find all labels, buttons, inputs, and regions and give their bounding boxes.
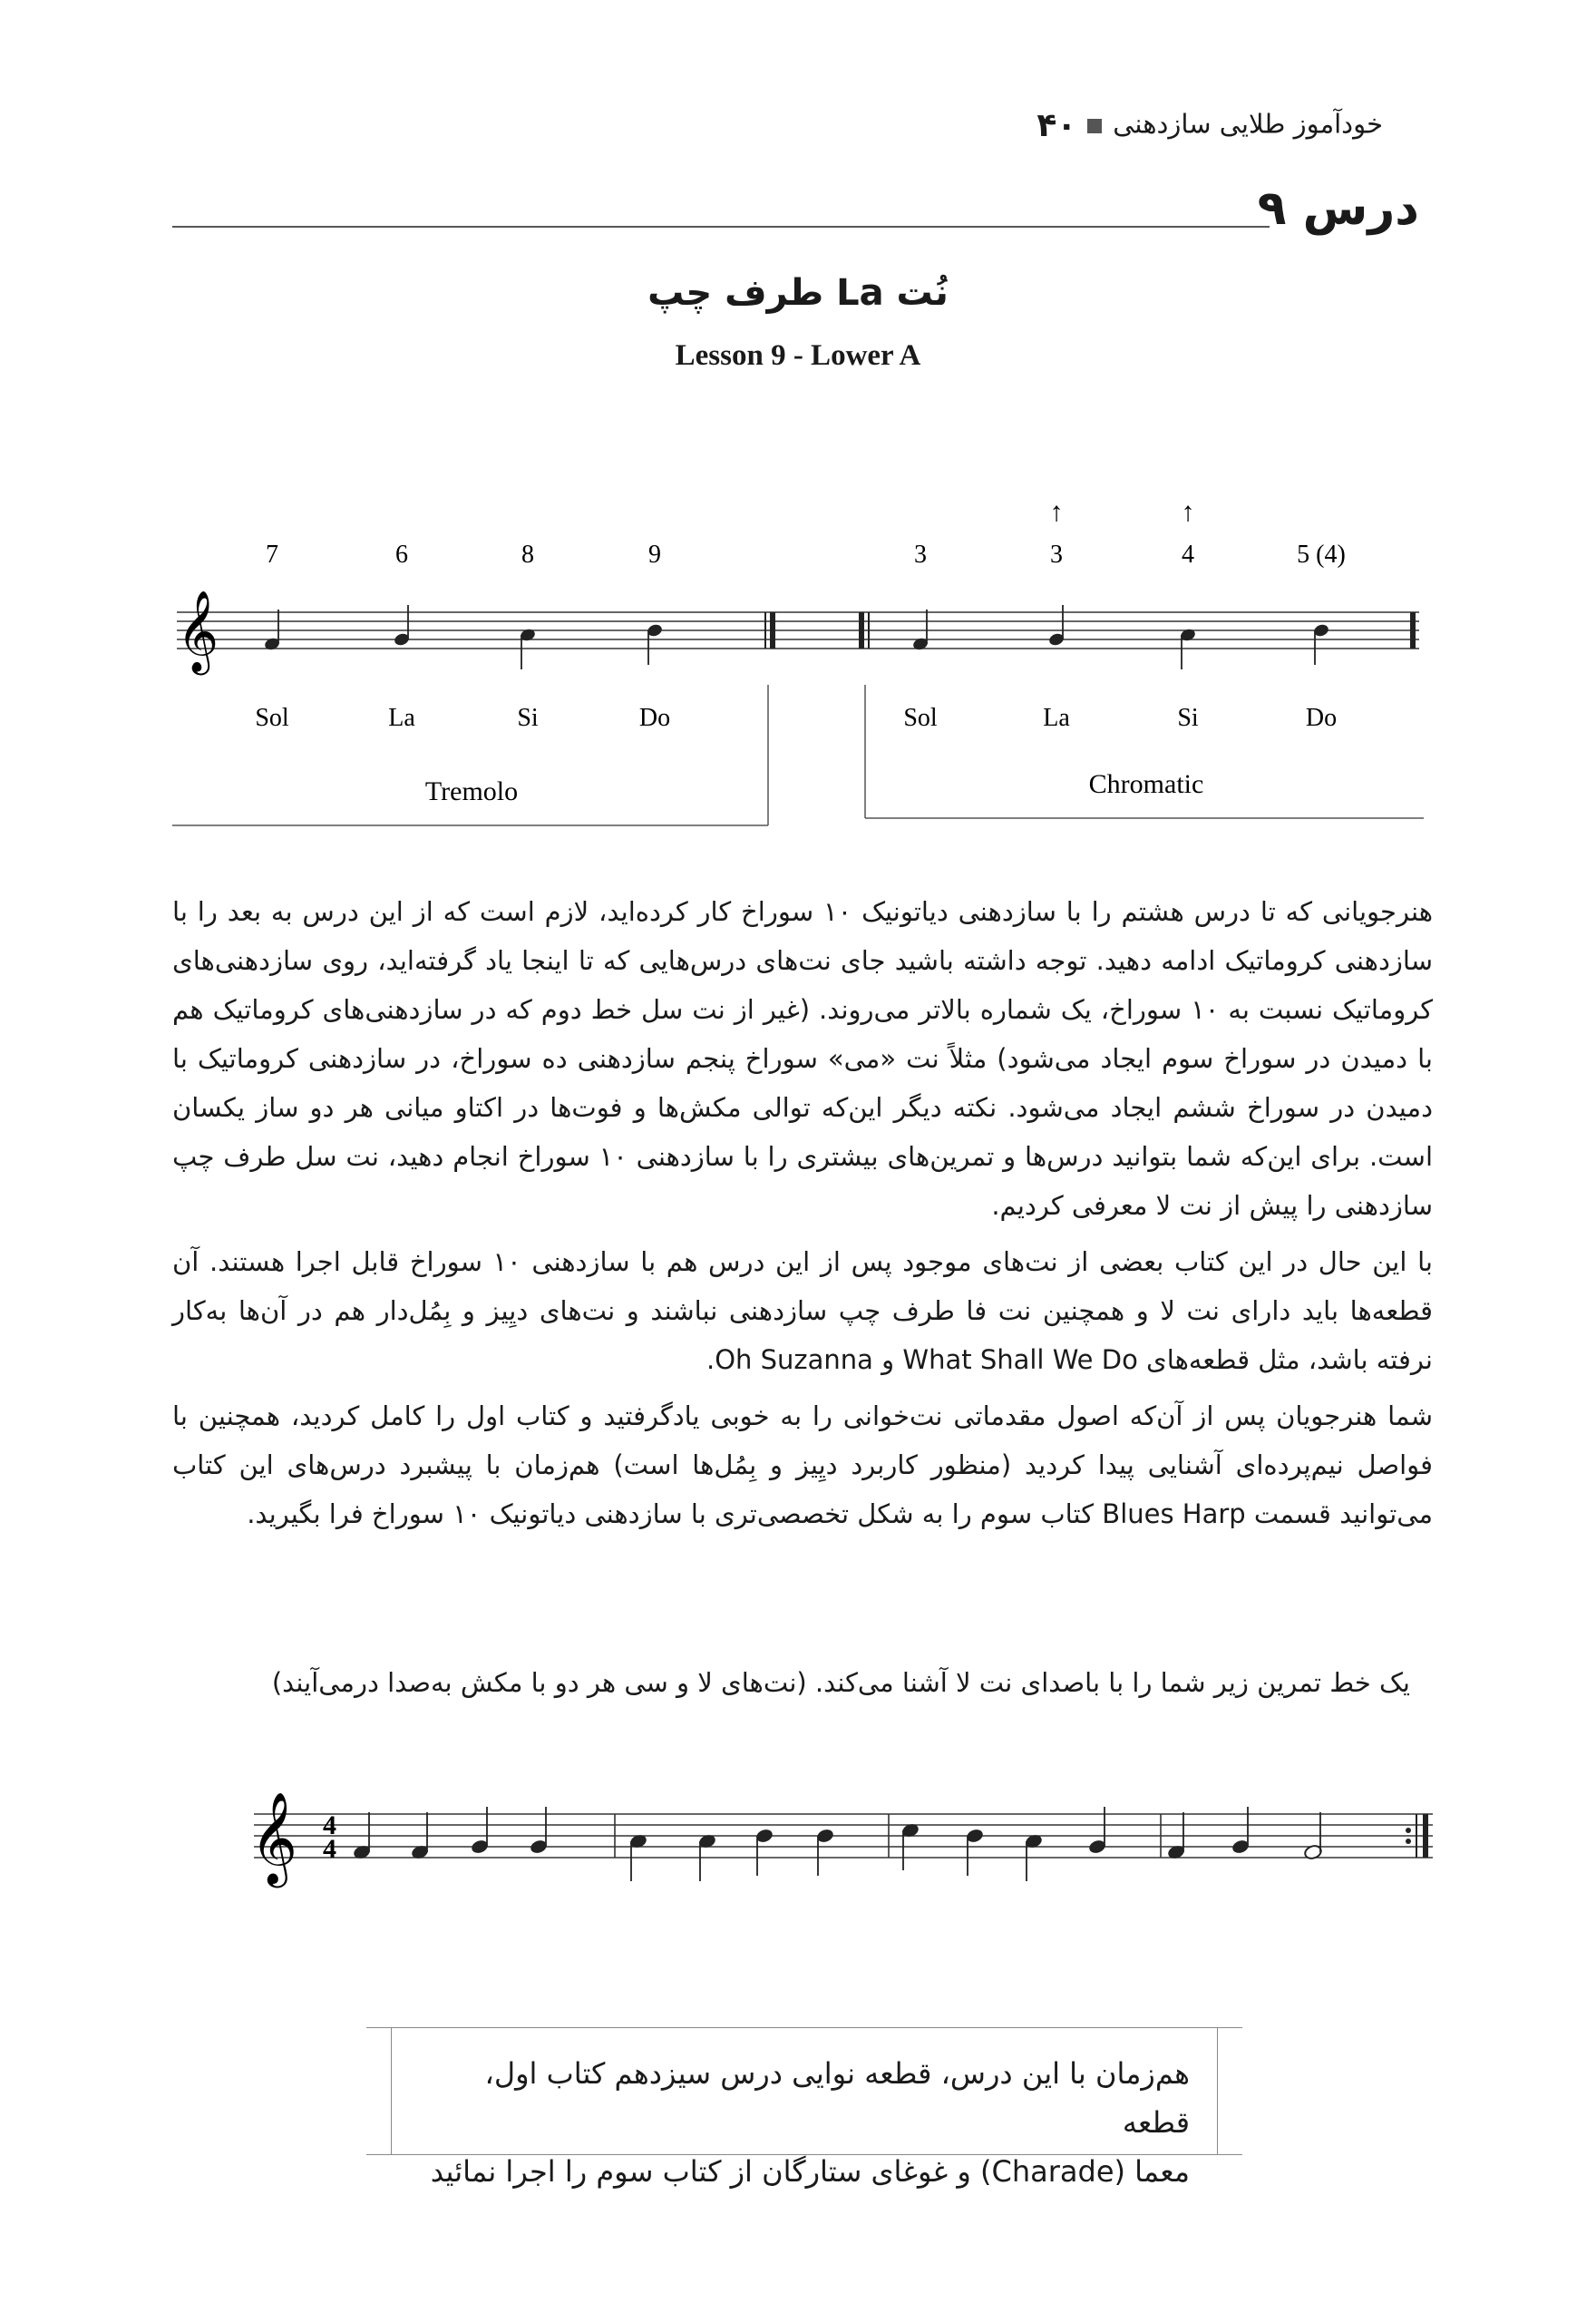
tremolo-notes <box>255 541 670 732</box>
hole-number: 7 <box>266 541 278 569</box>
book-title: خودآموز طلایی سازدهنی <box>1113 108 1383 140</box>
note-box-line: هم‌زمان با این درس، قطعه نوایی درس سیزدهم کتاب اول، قطعه <box>484 2056 1190 2140</box>
hole-number: 4 <box>1182 541 1194 569</box>
tremolo-label: Tremolo <box>424 776 519 806</box>
note-name: Si <box>517 704 539 732</box>
lesson-heading: درس ۹ <box>1257 181 1419 236</box>
paragraph: با این حال در این کتاب بعضی از نت‌های موجود پس از این درس هم با سازدهنی ۱۰ سوراخ قابل اجرا هستند. آن قطعه‌ها باید دارای نت لا و همچنین نت فا طرف چپ سازدهنی نباشند و نت‌های دیِیز و بِمُل‌دار هم در آن‌ها به‌کار نرفته باشد، مثل قطعه‌های What Shall We Do و Oh Suzanna. <box>172 1246 1433 1375</box>
chart-note <box>255 541 289 732</box>
staff-lines <box>177 612 1419 649</box>
page-number: ۴۰ <box>1036 107 1077 144</box>
treble-clef-icon: 𝄞 <box>177 591 219 670</box>
chart-note <box>388 541 415 732</box>
exercise-note <box>754 1828 774 1876</box>
running-head <box>1036 107 1383 144</box>
chart-note <box>639 541 670 732</box>
exercise-note <box>965 1828 984 1876</box>
treble-clef-icon: 𝄞 <box>250 1795 298 1883</box>
draw-arrow-icon: ↑ <box>1181 497 1195 527</box>
note-name: La <box>388 704 415 732</box>
note-name: La <box>1043 704 1070 732</box>
square-bullet-icon <box>1087 119 1102 133</box>
hole-number: 6 <box>395 541 408 569</box>
heading-rule <box>172 226 1270 228</box>
chart-note <box>1043 497 1070 732</box>
hole-number: 8 <box>521 541 534 569</box>
time-signature-top: 4 <box>323 1810 336 1840</box>
staff-lines <box>254 1814 1433 1858</box>
chart-note <box>517 541 539 732</box>
note-name: Do <box>1305 704 1338 732</box>
chart-note <box>1177 497 1199 732</box>
exercise-note <box>815 1828 834 1876</box>
note-name: Sol <box>255 704 289 732</box>
note-name: Si <box>1177 704 1199 732</box>
time-signature-bottom: 4 <box>323 1834 336 1864</box>
note-box-line: معما (Charade) و غوغای ستارگان از کتاب سوم را اجرا نمائید <box>430 2154 1190 2189</box>
hole-number: 3 <box>914 541 927 569</box>
body-text <box>172 887 1433 1546</box>
lesson-title-fa: نُت La طرف چپ <box>647 272 949 314</box>
exercise-staff <box>245 1778 1442 1941</box>
chart-note <box>903 541 938 732</box>
paragraph: شما هنرجویان پس از آن‌که اصول مقدماتی نت‌خوانی را به خوبی یادگرفتید و کتاب اول را کامل کردید، همچنین با فواصل نیم‌پرده‌ای آشنایی پیدا کردید (منظور کاربرد دیِیز و بِمُل‌ها است) هم‌زمان با پیشبرد درس‌های این کتاب می‌توانید قسمت Blues Harp کتاب سوم را به شکل تخصصی‌تری با سازدهنی دیاتونیک ۱۰ سوراخ فرا بگیرید. <box>172 1400 1433 1529</box>
lesson-title-en: Lesson 9 - Lower A <box>675 339 921 372</box>
note-name: Sol <box>903 704 938 732</box>
hole-number: 5 (4) <box>1297 541 1346 569</box>
chart-note <box>1297 541 1346 732</box>
chromatic-label: Chromatic <box>1088 769 1204 799</box>
hole-number: 9 <box>648 541 661 569</box>
note-chart-staff <box>163 490 1442 834</box>
paragraph: هنرجویانی که تا درس هشتم را با سازدهنی دیاتونیک ۱۰ سوراخ کار کرده‌اید، لازم است که از این درس به بعد را با سازدهنی کروماتیک ادامه دهید. توجه داشته باشید جای نت‌های درس‌هایی که تا اینجا یاد گرفته‌اید، روی سازدهنی‌های کروماتیک نسبت به ۱۰ سوراخ، یک شماره بالاتر می‌روند. (غیر از نت سل خط دوم که در سازدهنی‌های کروماتیک هم با دمیدن در سوراخ سوم ایجاد می‌شود) مثلاً نت «می» سوراخ پنجم سازدهنی ده سوراخ، در سازدهنی کروماتیک با دمیدن در سوراخ ششم ایجاد می‌شود. نکته دیگر این‌که توالی مکش‌ها و فوت‌ها در اکتاو میانی هر دو ساز یکسان است. برای این‌که شما بتوانید درس‌ها و تمرین‌های بیشتری را با سازدهنی ۱۰ سوراخ انجام دهید، نت سل طرف چپ سازدهنی را پیش از نت لا معرفی کردیم. <box>172 896 1434 1221</box>
repeat-dot <box>1406 1839 1411 1844</box>
draw-arrow-icon: ↑ <box>1049 497 1064 527</box>
hole-number: 3 <box>1050 541 1063 569</box>
repeat-dot <box>1406 1828 1411 1833</box>
note-name: Do <box>638 704 671 732</box>
note-box <box>391 2027 1218 2189</box>
exercise-intro: یک خط تمرین زیر شما را با باصدای نت لا آشنا می‌کند. (نت‌های لا و سی هر دو با مکش به‌صدا درمی‌آیند) <box>271 1667 1410 1698</box>
chromatic-notes <box>903 497 1346 732</box>
exercise-notes <box>352 1807 1322 1881</box>
